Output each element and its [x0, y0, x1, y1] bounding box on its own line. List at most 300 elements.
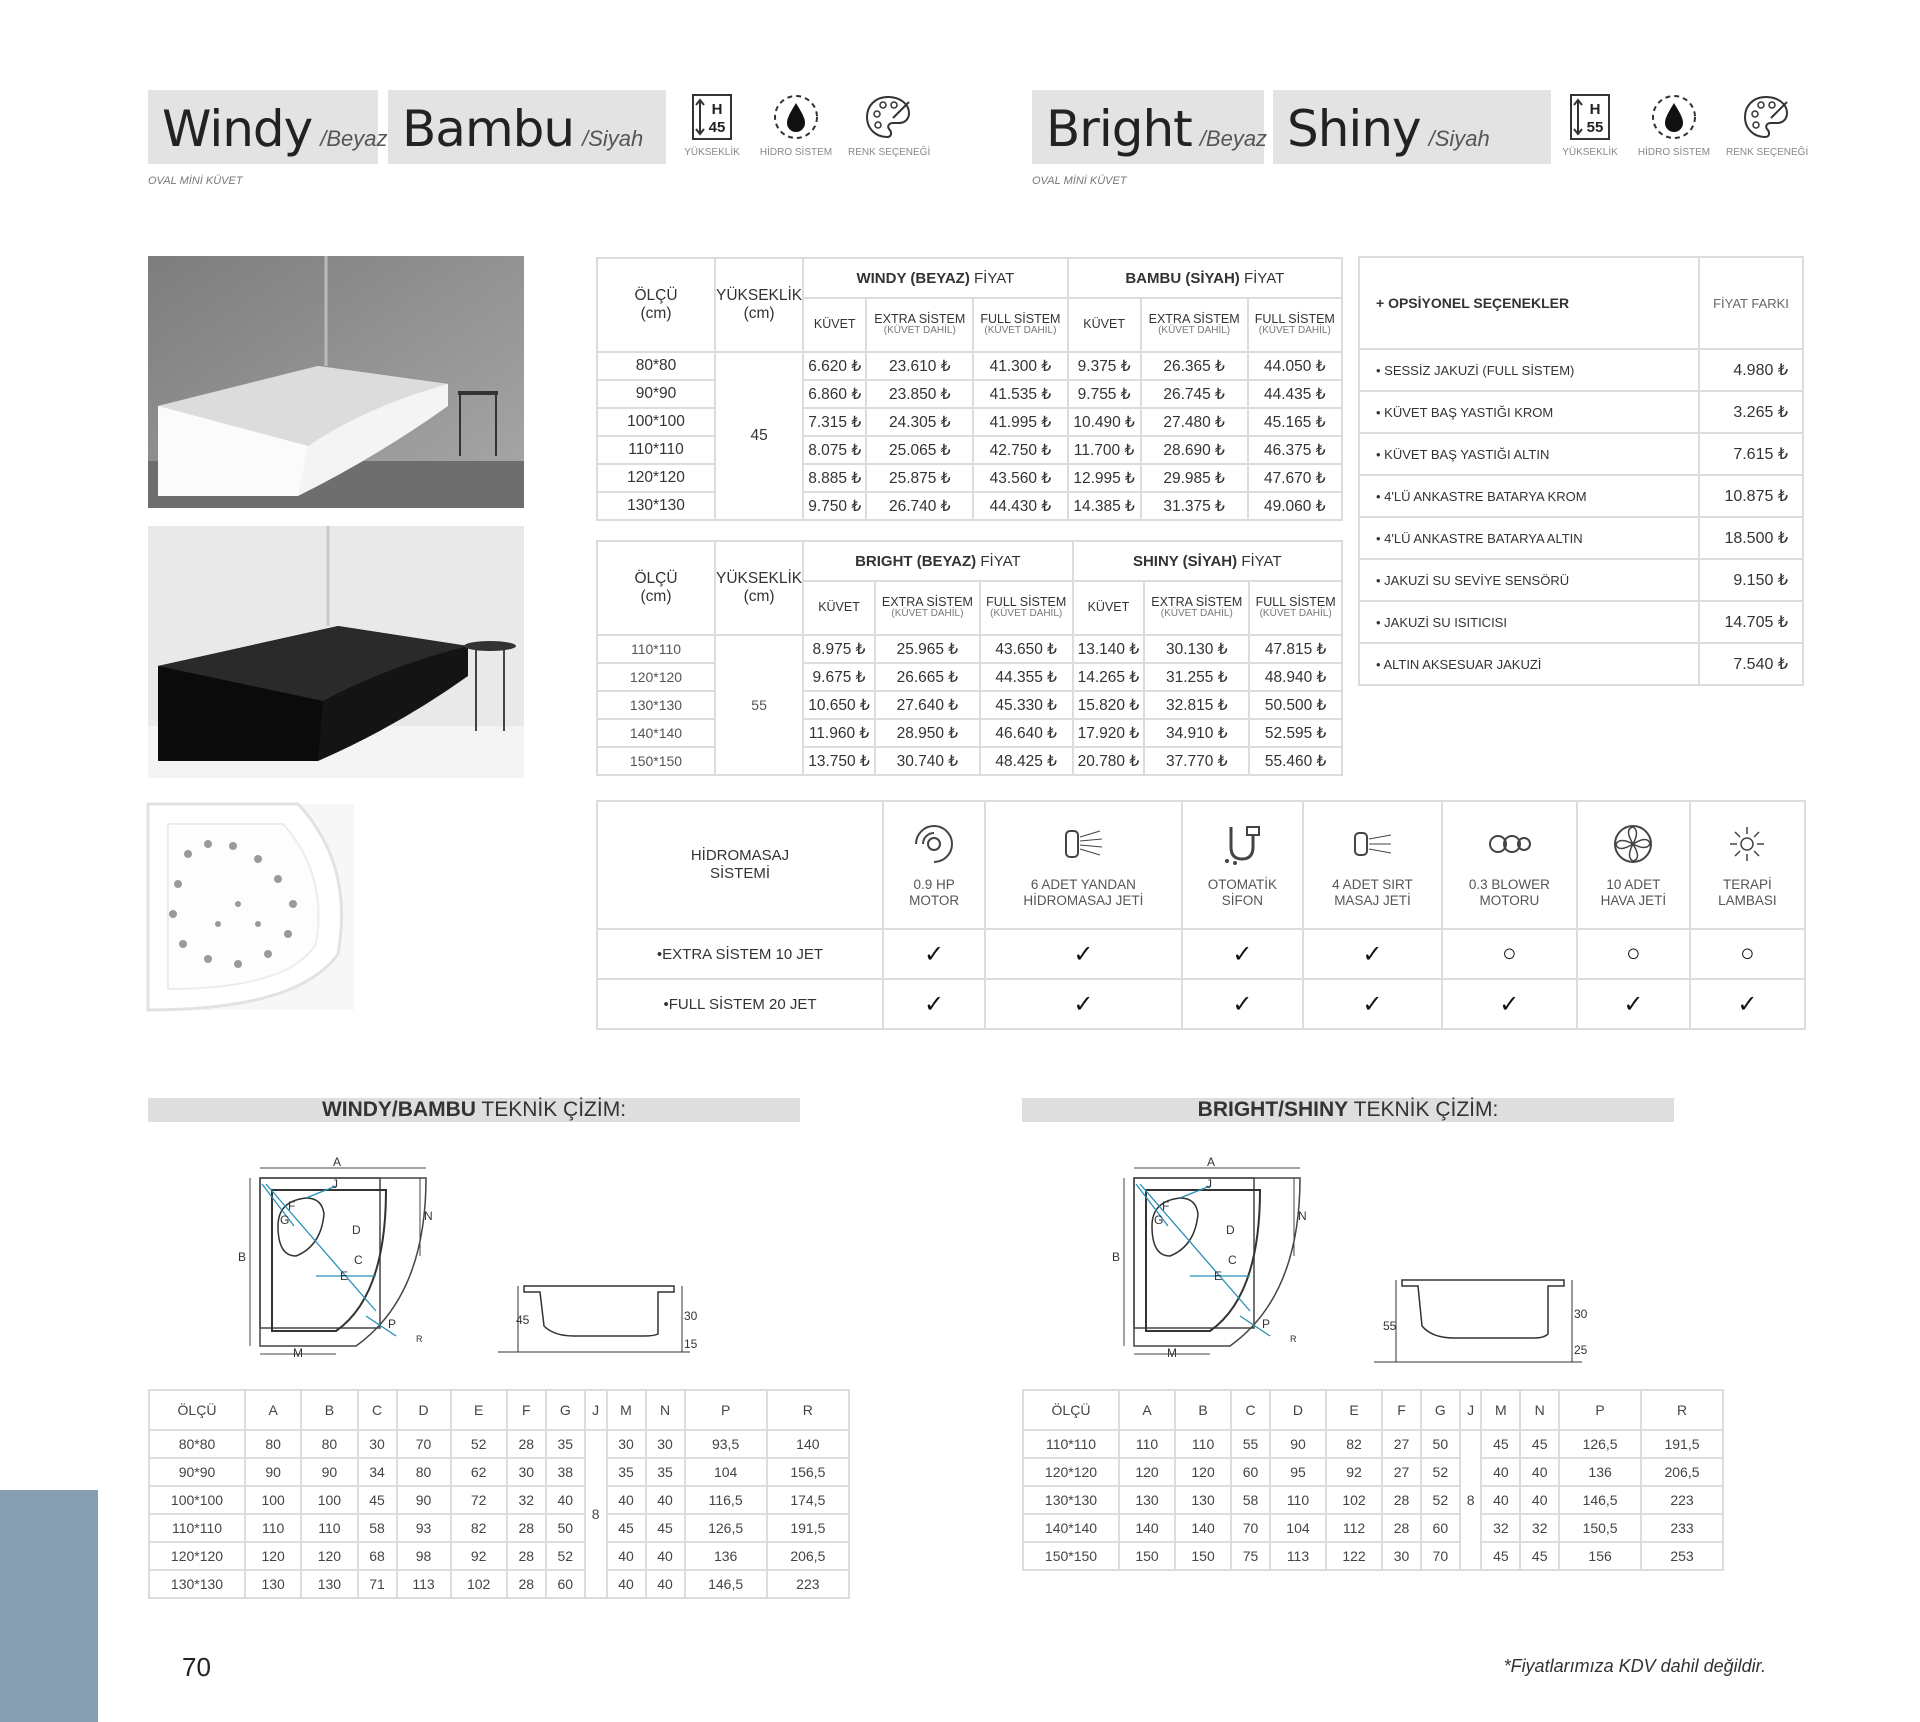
height-icon-left: H 45 YÜKSEKLİK: [672, 92, 752, 158]
tech-header-cell: F: [1382, 1390, 1421, 1430]
j-value-cell: 8: [1460, 1430, 1482, 1570]
table-row: [597, 663, 1342, 691]
color-option-icon-left: RENK SEÇENEĞİ: [848, 92, 928, 158]
tech-cell: 95: [1270, 1458, 1326, 1486]
tech-cell: 62: [451, 1458, 507, 1486]
price-cell: 44.435 ₺: [1248, 380, 1342, 408]
tech-cell: 75: [1231, 1542, 1270, 1570]
water-drop-icon: [771, 92, 821, 142]
option-row: [1359, 475, 1803, 517]
tech-cell: 130: [245, 1570, 301, 1598]
tech-cell: 82: [451, 1514, 507, 1542]
option-label: • 4'LÜ ANKASTRE BATARYA KROM: [1359, 475, 1699, 517]
table-row: [149, 1542, 849, 1570]
table-row: [149, 1486, 849, 1514]
tech-cell: 40: [607, 1542, 646, 1570]
price-cell: 26.745 ₺: [1141, 380, 1248, 408]
hydro-feature-label: 0.9 HP MOTOR: [909, 876, 960, 908]
price-cell: 52.595 ₺: [1249, 719, 1342, 747]
price-cell: 49.060 ₺: [1248, 492, 1342, 520]
tech-cell: 120*120: [1023, 1458, 1119, 1486]
option-row: [1359, 349, 1803, 391]
svg-text:F: F: [1162, 1199, 1170, 1213]
price-cell: 47.670 ₺: [1248, 464, 1342, 492]
tech-header-cell: ÖLÇÜ: [149, 1390, 245, 1430]
tech-header-cell: E: [1326, 1390, 1382, 1430]
product-photo-jets: [148, 804, 354, 1010]
table-row: [597, 408, 1342, 436]
svg-text:C: C: [354, 1253, 363, 1267]
options-title: + OPSİYONEL SEÇENEKLER: [1359, 257, 1699, 349]
price-rows: [597, 635, 1342, 775]
tech-cell: 100*100: [149, 1486, 245, 1514]
tech-cell: 223: [767, 1570, 849, 1598]
svg-text:45: 45: [708, 119, 726, 136]
price-cell: 43.650 ₺: [980, 635, 1073, 663]
tech-cell: 45: [1520, 1430, 1559, 1458]
tech-cell: 60: [546, 1570, 585, 1598]
price-rows: [597, 352, 1342, 520]
tech-cell: 104: [685, 1458, 767, 1486]
tech-cell: 55: [1231, 1430, 1270, 1458]
tech-cell: 146,5: [685, 1570, 767, 1598]
tech-cell: 233: [1641, 1514, 1723, 1542]
tech-cell: 80*80: [149, 1430, 245, 1458]
tech-header-cell: M: [1481, 1390, 1520, 1430]
tech-cell: 150: [1119, 1542, 1175, 1570]
tech-header-cell: A: [245, 1390, 301, 1430]
tech-cell: 60: [1421, 1514, 1460, 1542]
price-cell: 30.130 ₺: [1144, 635, 1249, 663]
tech-header-cell: N: [1520, 1390, 1559, 1430]
tech-cell: 102: [1326, 1486, 1382, 1514]
price-cell: 6.860 ₺: [803, 380, 866, 408]
tech-cell: 146,5: [1559, 1486, 1641, 1514]
tech-header-cell: P: [685, 1390, 767, 1430]
svg-text:J: J: [1206, 1177, 1212, 1191]
tech-header-cell: D: [1270, 1390, 1326, 1430]
price-cell: 34.910 ₺: [1144, 719, 1249, 747]
option-price: 3.265 ₺: [1699, 391, 1803, 433]
price-cell: 12.995 ₺: [1068, 464, 1141, 492]
empty-circle-icon: ○: [1577, 929, 1690, 979]
tech-cell: 113: [1270, 1542, 1326, 1570]
svg-text:B: B: [1112, 1250, 1121, 1264]
price-cell: 9.375 ₺: [1068, 352, 1141, 380]
siphon-icon: [1219, 821, 1265, 867]
price-cell: 42.750 ₺: [973, 436, 1067, 464]
svg-text:30: 30: [1574, 1307, 1588, 1321]
height-icon: [1565, 92, 1615, 142]
check-icon: ✓: [1577, 979, 1690, 1029]
price-cell: 25.875 ₺: [866, 464, 973, 492]
price-cell: 46.640 ₺: [980, 719, 1073, 747]
tech-cell: 52: [1421, 1486, 1460, 1514]
tech-table-left: [148, 1389, 850, 1599]
height-icon-right: H 55 YÜKSEKLİK: [1550, 92, 1630, 158]
empty-circle-icon: ○: [1442, 929, 1577, 979]
side-view-diagram-right: [1368, 1270, 1588, 1366]
tech-header-cell: G: [1421, 1390, 1460, 1430]
tech-cell: 120*120: [149, 1542, 245, 1570]
tech-cell: 140: [1119, 1514, 1175, 1542]
option-row: [1359, 601, 1803, 643]
price-cell: 8.075 ₺: [803, 436, 866, 464]
tech-cell: 156: [1559, 1542, 1641, 1570]
tech-cell: 40: [546, 1486, 585, 1514]
svg-text:55: 55: [1586, 119, 1604, 136]
tech-cell: 112: [1326, 1514, 1382, 1542]
tech-cell: 40: [607, 1486, 646, 1514]
product-photo-white: [148, 256, 524, 508]
price-cell: 10.650 ₺: [803, 691, 875, 719]
hydro-feature-header: [985, 801, 1181, 929]
tech-cell: 70: [397, 1430, 451, 1458]
price-cell: 26.665 ₺: [875, 663, 980, 691]
tech-cell: 206,5: [767, 1542, 849, 1570]
hydro-feature-header: [1303, 801, 1442, 929]
optional-features-table: [1358, 256, 1804, 686]
tech-cell: 40: [646, 1486, 685, 1514]
tech-cell: 45: [1520, 1542, 1559, 1570]
tech-cell: 90: [397, 1486, 451, 1514]
svg-text:P: P: [388, 1317, 397, 1331]
hydro-row-label: •EXTRA SİSTEM 10 JET: [597, 929, 883, 979]
check-icon: ✓: [1303, 929, 1442, 979]
table-row: [597, 747, 1342, 775]
price-cell: 27.640 ₺: [875, 691, 980, 719]
tech-cell: 116,5: [685, 1486, 767, 1514]
tech-cell: 174,5: [767, 1486, 849, 1514]
tech-cell: 110: [1175, 1430, 1231, 1458]
tech-cell: 90: [301, 1458, 357, 1486]
tech-header-cell: E: [451, 1390, 507, 1430]
price-cell: 45.165 ₺: [1248, 408, 1342, 436]
svg-text:N: N: [424, 1209, 433, 1223]
hydro-feature-label: 6 ADET YANDAN HİDROMASAJ JETİ: [1023, 876, 1144, 908]
price-cell: 44.050 ₺: [1248, 352, 1342, 380]
tech-cell: 130: [1175, 1486, 1231, 1514]
tech-cell: 45: [1481, 1430, 1520, 1458]
tech-cell: 27: [1382, 1430, 1421, 1458]
price-cell: 23.610 ₺: [866, 352, 973, 380]
table-row: [597, 492, 1342, 520]
hydro-feature-label: 10 ADET HAVA JETİ: [1600, 876, 1667, 908]
yukseklik-header: YÜKSEKLİK (cm): [715, 258, 803, 352]
tech-cell: 30: [646, 1430, 685, 1458]
tech-cell: 52: [451, 1430, 507, 1458]
tech-cell: 90*90: [149, 1458, 245, 1486]
top-view-diagram-left: [236, 1156, 456, 1362]
palette-icon: [863, 92, 913, 142]
tech-cell: 104: [1270, 1514, 1326, 1542]
tech-cell: 110: [245, 1514, 301, 1542]
tech-header-cell: R: [1641, 1390, 1723, 1430]
group-header-bambu: BAMBU (SİYAH) FİYAT: [1068, 258, 1342, 298]
tech-cell: 98: [397, 1542, 451, 1570]
price-cell: 47.815 ₺: [1249, 635, 1342, 663]
price-cell: 8.975 ₺: [803, 635, 875, 663]
top-view-diagram-right: [1110, 1156, 1330, 1362]
tech-header-cell: D: [397, 1390, 451, 1430]
hydro-row: [597, 979, 1805, 1029]
option-label: • 4'LÜ ANKASTRE BATARYA ALTIN: [1359, 517, 1699, 559]
tech-cell: 40: [607, 1570, 646, 1598]
option-price: 7.540 ₺: [1699, 643, 1803, 685]
tech-cell: 150*150: [1023, 1542, 1119, 1570]
size-cell: 100*100: [597, 408, 715, 436]
svg-text:G: G: [280, 1213, 290, 1227]
svg-text:D: D: [352, 1223, 361, 1237]
svg-text:55: 55: [1383, 1319, 1397, 1333]
price-cell: 24.305 ₺: [866, 408, 973, 436]
tech-header-cell: F: [507, 1390, 546, 1430]
price-diff-header: FİYAT FARKI: [1699, 257, 1803, 349]
group-header-windy: WINDY (BEYAZ) FİYAT: [803, 258, 1067, 298]
tech-cell: 223: [1641, 1486, 1723, 1514]
option-price: 14.705 ₺: [1699, 601, 1803, 643]
tech-cell: 30: [358, 1430, 397, 1458]
check-icon: ✓: [1442, 979, 1577, 1029]
size-cell: 110*110: [597, 635, 715, 663]
option-price: 7.615 ₺: [1699, 433, 1803, 475]
tech-header-cell: C: [358, 1390, 397, 1430]
tech-cell: 58: [358, 1514, 397, 1542]
table-row: [597, 352, 1342, 380]
option-label: • KÜVET BAŞ YASTIĞI KROM: [1359, 391, 1699, 433]
tech-cell: 136: [1559, 1458, 1641, 1486]
price-cell: 28.690 ₺: [1141, 436, 1248, 464]
back-jet-icon: [1349, 821, 1395, 867]
size-cell: 120*120: [597, 464, 715, 492]
tech-cell: 40: [1520, 1486, 1559, 1514]
size-cell: 90*90: [597, 380, 715, 408]
svg-text:M: M: [293, 1346, 303, 1360]
hydro-feature-header: [1442, 801, 1577, 929]
table-row: [1023, 1542, 1723, 1570]
tech-cell: 35: [546, 1430, 585, 1458]
price-cell: 13.750 ₺: [803, 747, 875, 775]
tech-cell: 100: [301, 1486, 357, 1514]
tech-cell: 45: [607, 1514, 646, 1542]
size-cell: 130*130: [597, 691, 715, 719]
price-cell: 11.700 ₺: [1068, 436, 1141, 464]
side-jet-icon: [1060, 821, 1106, 867]
tech-cell: 80: [245, 1430, 301, 1458]
tech-cell: 156,5: [767, 1458, 849, 1486]
tech-cell: 30: [507, 1458, 546, 1486]
table-row: [149, 1514, 849, 1542]
svg-text:A: A: [1207, 1155, 1216, 1169]
tech-cell: 120: [1119, 1458, 1175, 1486]
price-cell: 25.065 ₺: [866, 436, 973, 464]
side-accent-bar: [0, 1490, 98, 1722]
tech-cell: 100: [245, 1486, 301, 1514]
price-cell: 44.430 ₺: [973, 492, 1067, 520]
price-cell: 11.960 ₺: [803, 719, 875, 747]
tech-title-right: BRIGHT/SHINY TEKNİK ÇİZİM:: [1022, 1098, 1674, 1122]
price-cell: 9.675 ₺: [803, 663, 875, 691]
svg-text:R: R: [416, 1334, 423, 1344]
color-option-icon-right: RENK SEÇENEĞİ: [1726, 92, 1806, 158]
hydro-feature-label: OTOMATİK SİFON: [1207, 876, 1278, 908]
water-drop-icon: [1649, 92, 1699, 142]
tech-cell: 191,5: [767, 1514, 849, 1542]
svg-text:N: N: [1298, 1209, 1307, 1223]
price-cell: 48.425 ₺: [980, 747, 1073, 775]
tech-cell: 28: [507, 1514, 546, 1542]
height-cell: 55: [715, 635, 803, 775]
table-row: [149, 1458, 849, 1486]
tech-cell: 58: [1231, 1486, 1270, 1514]
tech-header-cell: A: [1119, 1390, 1175, 1430]
tech-cell: 45: [1481, 1542, 1520, 1570]
tech-cell: 40: [1520, 1458, 1559, 1486]
option-label: • JAKUZİ SU SEVİYE SENSÖRÜ: [1359, 559, 1699, 601]
tech-cell: 110: [1119, 1430, 1175, 1458]
product-photo-black: [148, 526, 524, 778]
group-header-bright: BRIGHT (BEYAZ) FİYAT: [803, 541, 1072, 581]
svg-text:F: F: [288, 1199, 296, 1213]
table-row: [1023, 1486, 1723, 1514]
tech-cell: 28: [507, 1430, 546, 1458]
hydro-feature-header: [1182, 801, 1304, 929]
option-row: [1359, 433, 1803, 475]
tech-cell: 120: [245, 1542, 301, 1570]
size-cell: 120*120: [597, 663, 715, 691]
price-cell: 44.355 ₺: [980, 663, 1073, 691]
tech-header-cell: ÖLÇÜ: [1023, 1390, 1119, 1430]
tech-cell: 52: [1421, 1458, 1460, 1486]
tech-cell: 253: [1641, 1542, 1723, 1570]
price-cell: 25.965 ₺: [875, 635, 980, 663]
tech-cell: 45: [646, 1514, 685, 1542]
price-cell: 31.255 ₺: [1144, 663, 1249, 691]
tech-cell: 60: [1231, 1458, 1270, 1486]
table-row: [597, 380, 1342, 408]
tech-header-cell: C: [1231, 1390, 1270, 1430]
price-cell: 9.755 ₺: [1068, 380, 1141, 408]
price-cell: 55.460 ₺: [1249, 747, 1342, 775]
check-icon: ✓: [883, 929, 985, 979]
tech-cell: 130: [301, 1570, 357, 1598]
svg-text:45: 45: [516, 1313, 530, 1327]
model-title-bright: Bright /Beyaz: [1032, 90, 1264, 164]
svg-text:E: E: [340, 1269, 349, 1283]
tech-header-cell: P: [1559, 1390, 1641, 1430]
price-cell: 32.815 ₺: [1144, 691, 1249, 719]
option-label: • JAKUZİ SU ISITICISI: [1359, 601, 1699, 643]
table-row: [149, 1570, 849, 1598]
check-icon: ✓: [985, 979, 1181, 1029]
tech-cell: 52: [546, 1542, 585, 1570]
hydro-title: HİDROMASAJ SİSTEMİ: [597, 801, 883, 929]
tech-cell: 90: [1270, 1430, 1326, 1458]
size-cell: 80*80: [597, 352, 715, 380]
palette-icon: [1741, 92, 1791, 142]
option-row: [1359, 517, 1803, 559]
model-title-bambu: Bambu /Siyah: [388, 90, 666, 164]
subtitle-right: OVAL MİNİ KÜVET: [1032, 175, 1127, 187]
tech-cell: 92: [451, 1542, 507, 1570]
tech-cell: 122: [1326, 1542, 1382, 1570]
svg-text:25: 25: [1574, 1343, 1588, 1357]
tech-cell: 30: [1382, 1542, 1421, 1570]
height-cell: 45: [715, 352, 803, 520]
price-cell: 43.560 ₺: [973, 464, 1067, 492]
price-cell: 15.820 ₺: [1073, 691, 1145, 719]
model-title-shiny: Shiny /Siyah: [1273, 90, 1551, 164]
price-cell: 41.300 ₺: [973, 352, 1067, 380]
motor-icon: [911, 821, 957, 867]
tech-cell: 110*110: [149, 1514, 245, 1542]
tech-cell: 150: [1175, 1542, 1231, 1570]
price-cell: 26.365 ₺: [1141, 352, 1248, 380]
tech-cell: 40: [1481, 1486, 1520, 1514]
price-cell: 14.265 ₺: [1073, 663, 1145, 691]
price-cell: 20.780 ₺: [1073, 747, 1145, 775]
hydro-row-label: •FULL SİSTEM 20 JET: [597, 979, 883, 1029]
tech-cell: 126,5: [685, 1514, 767, 1542]
option-row: [1359, 643, 1803, 685]
tech-cell: 50: [1421, 1430, 1460, 1458]
tech-cell: 130*130: [1023, 1486, 1119, 1514]
tech-cell: 70: [1231, 1514, 1270, 1542]
table-row: [1023, 1430, 1723, 1458]
therapy-lamp-icon: [1724, 821, 1770, 867]
option-price: 9.150 ₺: [1699, 559, 1803, 601]
tech-header-cell: J: [585, 1390, 607, 1430]
hydro-feature-label: TERAPİ LAMBASI: [1718, 876, 1777, 908]
tech-cell: 110: [1270, 1486, 1326, 1514]
price-cell: 27.480 ₺: [1141, 408, 1248, 436]
price-cell: 9.750 ₺: [803, 492, 866, 520]
tech-cell: 130*130: [149, 1570, 245, 1598]
tech-cell: 191,5: [1641, 1430, 1723, 1458]
tech-cell: 28: [507, 1570, 546, 1598]
price-cell: 30.740 ₺: [875, 747, 980, 775]
tech-cell: 130: [1119, 1486, 1175, 1514]
price-cell: 6.620 ₺: [803, 352, 866, 380]
option-row: [1359, 391, 1803, 433]
tech-cell: 92: [1326, 1458, 1382, 1486]
price-cell: 7.315 ₺: [803, 408, 866, 436]
tech-cell: 102: [451, 1570, 507, 1598]
price-cell: 23.850 ₺: [866, 380, 973, 408]
tech-header-cell: B: [301, 1390, 357, 1430]
tech-cell: 140: [1175, 1514, 1231, 1542]
svg-text:E: E: [1214, 1269, 1223, 1283]
tech-cell: 68: [358, 1542, 397, 1570]
option-price: 18.500 ₺: [1699, 517, 1803, 559]
table-row: [597, 436, 1342, 464]
tech-cell: 136: [685, 1542, 767, 1570]
tech-header-row: [1023, 1390, 1723, 1430]
tech-cell: 80: [301, 1430, 357, 1458]
tech-header-cell: M: [607, 1390, 646, 1430]
tech-cell: 120: [1175, 1458, 1231, 1486]
tech-header-row: [149, 1390, 849, 1430]
svg-text:P: P: [1262, 1317, 1271, 1331]
size-cell: 110*110: [597, 436, 715, 464]
price-cell: 50.500 ₺: [1249, 691, 1342, 719]
svg-text:A: A: [333, 1155, 342, 1169]
price-cell: 48.940 ₺: [1249, 663, 1342, 691]
svg-text:H: H: [711, 101, 723, 118]
price-table-bright-shiny: ÖLÇÜ (cm) YÜKSEKLİK (cm) BRIGHT (BEYAZ) FİYAT SHINY (SİYAH) FİYAT KÜVET EXTRA SİSTEM (KÜVET DAHİL) FULL SİSTEM (KÜVET DAHİL) KÜVET EXTRA SİSTEM (KÜVET DAHİL) FULL SİSTEM (KÜVET DAHİL) 110*110 55 8.975 ₺ 25.965 ₺ 43.650 ₺ 13.140 ₺ 30.130 ₺ 47.815 ₺ 120*120 9.675 ₺ 26.665 ₺ 44.355 ₺ 14.265 ₺ 31.255 ₺ 48.940 ₺ 130*130 10.650 ₺ 27.640 ₺ 45.330 ₺ 15.820 ₺ 32.815 ₺ 50.500 ₺ 140*140 11.960 ₺ 28.950 ₺ 46.640 ₺ 17.920 ₺ 34.910 ₺ 52.595 ₺ 150*150 13.750 ₺ 30.740 ₺ 48.425 ₺ 20.780 ₺ 37.770 ₺ 55.460 ₺: [596, 540, 1343, 776]
svg-text:B: B: [238, 1250, 247, 1264]
option-price: 10.875 ₺: [1699, 475, 1803, 517]
